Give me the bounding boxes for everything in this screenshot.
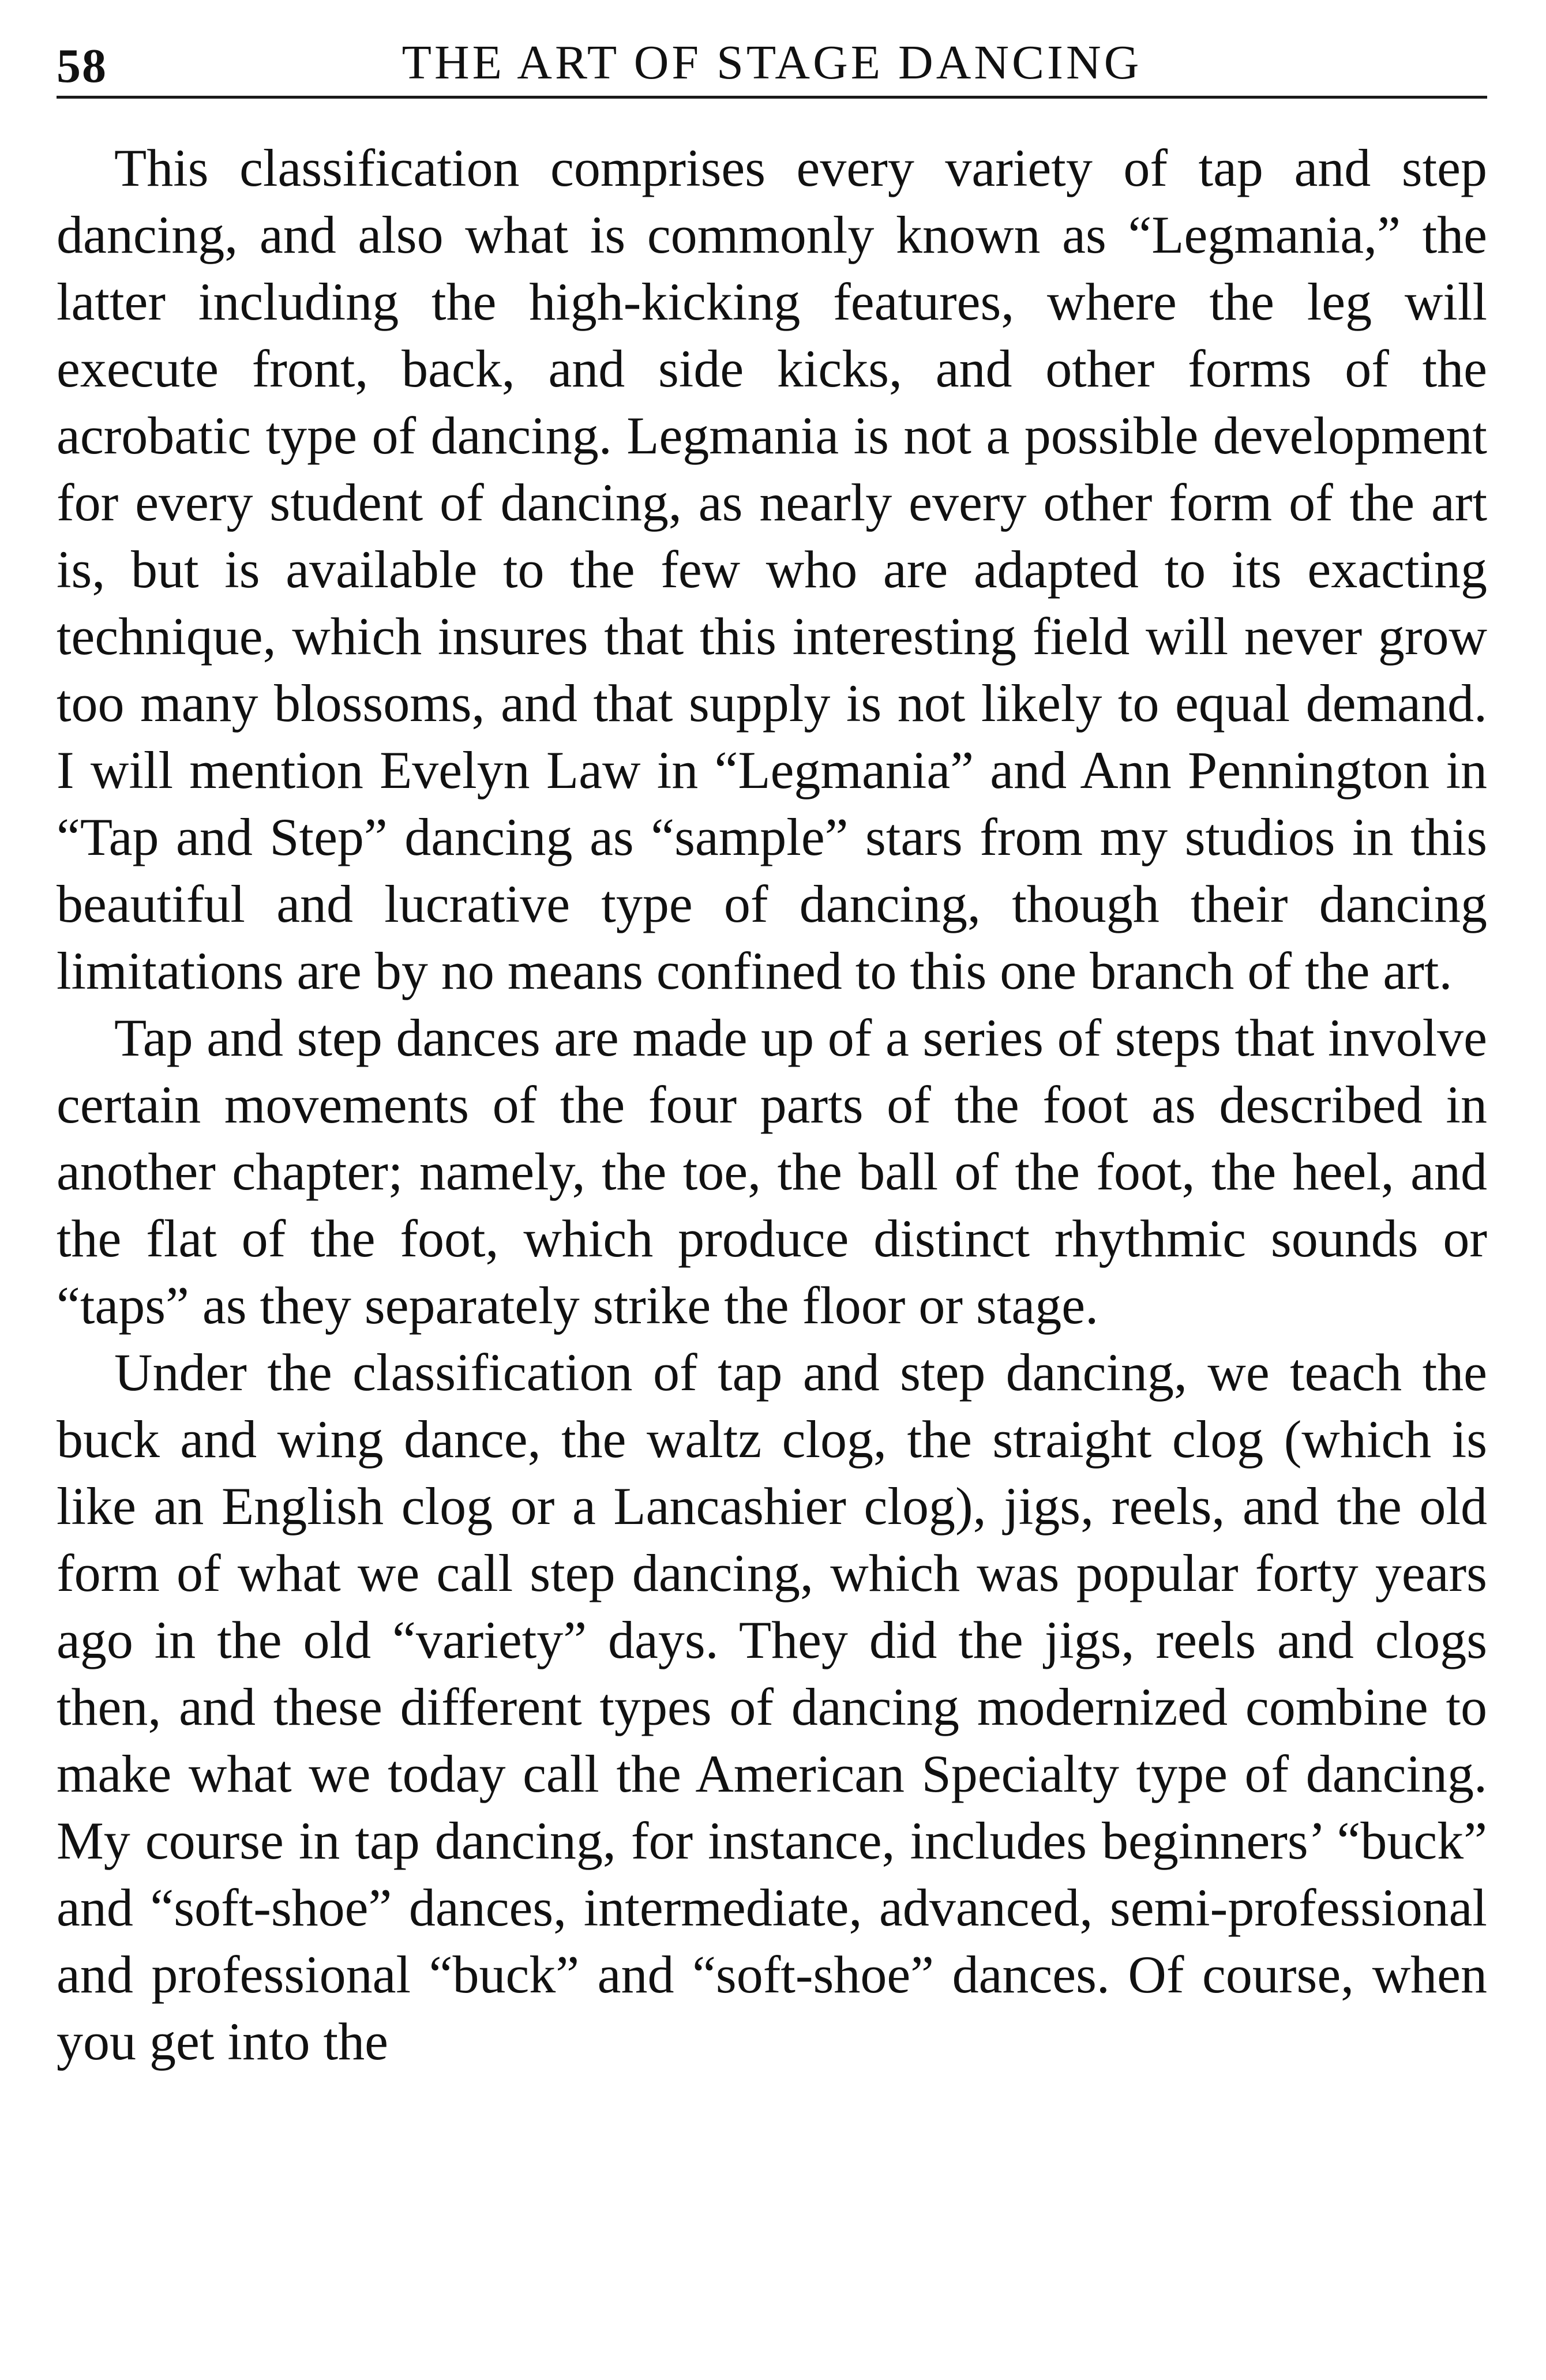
page-number: 58 bbox=[57, 39, 107, 93]
running-head bbox=[57, 28, 1487, 91]
paragraph-classification: Under the classification of tap and step dancing, we teach the buck and wing dance, the waltz clog, the straight clog (which is like an English clog or a Lancashier clog), jigs, reels, and the old form of what we call step dancing, which was popular forty years ago in the old “variety” days. They did the jigs, reels and clogs then, and these different types of dancing modernized combine to make what we today call the American Specialty type of dancing. My course in tap dancing, for instance, includes beginners’ “buck” and “soft-shoe” dances, intermediate, advanced, semi-professional and professional “buck” and “soft-shoe” dances. Of course, when you get into the bbox=[57, 1343, 1487, 2071]
paragraph-tap-and-step: Tap and step dances are made up of a series of steps that involve certain movements of the four parts of the foot as described in another chapter; namely, the toe, the ball of the foot, the heel, and the flat of the foot, which produce distinct rhythmic sounds or “taps” as they separately strike the floor or stage. bbox=[57, 1008, 1487, 1335]
paragraph-legmania: This classification comprises every variety of tap and step dancing, and also what is commonly known as “Legmania,” the latter including the high-kicking features, where the leg will execute front, back, and side kicks, and other forms of the acrobatic type of dancing. Legmania is not a possible development for every student of dancing, as nearly every other form of the art is, but is available to the few who are adapted to its exacting technique, which insures that this interesting field will never grow too many blossoms, and that supply is not likely to equal demand. I will mention Evelyn Law in “Legmania” and Ann Pennington in “Tap and Step” dancing as “sample” stars from my studios in this beautiful and lucrative type of dancing, though their dancing limitations are by no means confined to this one branch of the art. bbox=[57, 138, 1487, 1000]
running-title: THE ART OF STAGE DANCING bbox=[401, 36, 1142, 89]
body-text bbox=[57, 134, 1487, 2075]
book-page bbox=[57, 28, 1487, 2075]
header-rule bbox=[57, 96, 1487, 99]
